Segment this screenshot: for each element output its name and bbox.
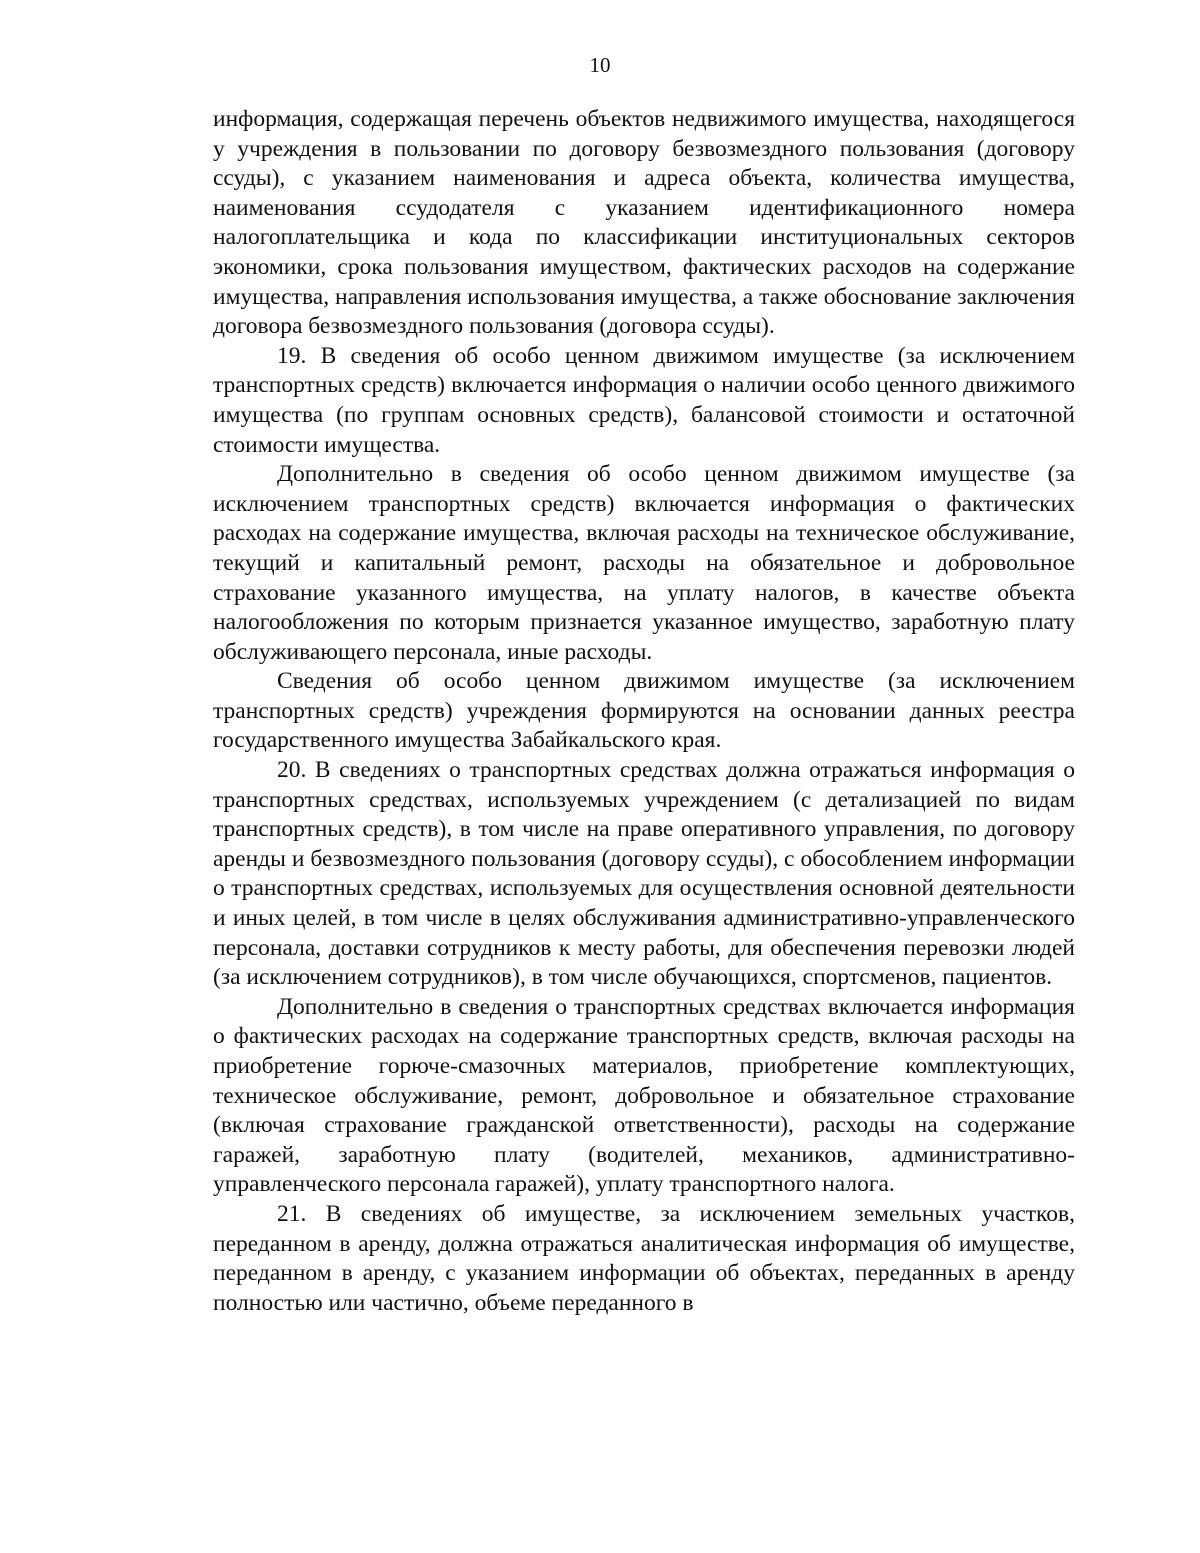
- paragraph-item-20: 20. В сведениях о транспортных средствах должна отражаться информация о транспортных средствах, используемых учреждением (с детализацией по видам транспортных средств), в том числе на праве оперативного управления, по договору аренды и безвозмездного пользования (договору ссуды), с обособлением информации о транспортных средствах, используемых для осуществления основной деятельности и иных целей, в том числе в целях обслуживания административно-управленческого персонала, доставки сотрудников к месту работы, для обеспечения перевозки людей (за исключением сотрудников), в том числе обучающихся, спортсменов, пациентов.: [213, 757, 1075, 991]
- page-number: 10: [589, 53, 611, 77]
- paragraph-continuation: информация, содержащая перечень объектов недвижимого имущества, находящегося у учреждения в пользовании по договору безвозмездного пользования (договору ссуды), с указанием наименования и адреса объекта, количества имущества, наименования ссудодателя с указанием идентификационного номера налогоплательщика и кода по классификации институциональных секторов экономики, срока пользования имуществом, фактических расходов на содержание имущества, направления использования имущества, а также обоснование заключения договора безвозмездного пользования (договора ссуды).: [213, 106, 1075, 340]
- document-body: [213, 105, 1075, 1318]
- paragraph-item-19: 19. В сведения об особо ценном движимом имуществе (за исключением транспортных средств) включается информация о наличии особо ценного движимого имущества (по группам основных средств), балансовой стоимости и остаточной стоимости имущества.: [213, 342, 1075, 458]
- paragraph-item-21: 21. В сведениях об имуществе, за исключением земельных участков, переданном в аренду, должна отражаться аналитическая информация об имуществе, переданном в аренду, с указанием информации об объектах, переданных в аренду полностью или частично, объеме переданного в: [213, 1200, 1075, 1316]
- paragraph-item-19-source: Сведения об особо ценном движимом имуществе (за исключением транспортных средств) учреждения формируются на основании данных реестра государственного имущества Забайкальского края.: [213, 668, 1075, 754]
- paragraph-item-20-additional: Дополнительно в сведения о транспортных средствах включается информация о фактических расходах на содержание транспортных средств, включая расходы на приобретение горюче-смазочных материалов, приобретение комплектующих, техническое обслуживание, ремонт, добровольное и обязательное страхование (включая страхование гражданской ответственности), расходы на содержание гаражей, заработную плату (водителей, механиков, административно-управленческого персонала гаражей), уплату транспортного налога.: [213, 993, 1075, 1198]
- paragraph-item-19-additional: Дополнительно в сведения об особо ценном движимом имуществе (за исключением транспортных средств) включается информация о фактических расходах на содержание имущества, включая расходы на техническое обслуживание, текущий и капитальный ремонт, расходы на обязательное и добровольное страхование указанного имущества, на уплату налогов, в качестве объекта налогообложения по которым признается указанное имущество, заработную плату обслуживающего персонала, иные расходы.: [213, 461, 1075, 665]
